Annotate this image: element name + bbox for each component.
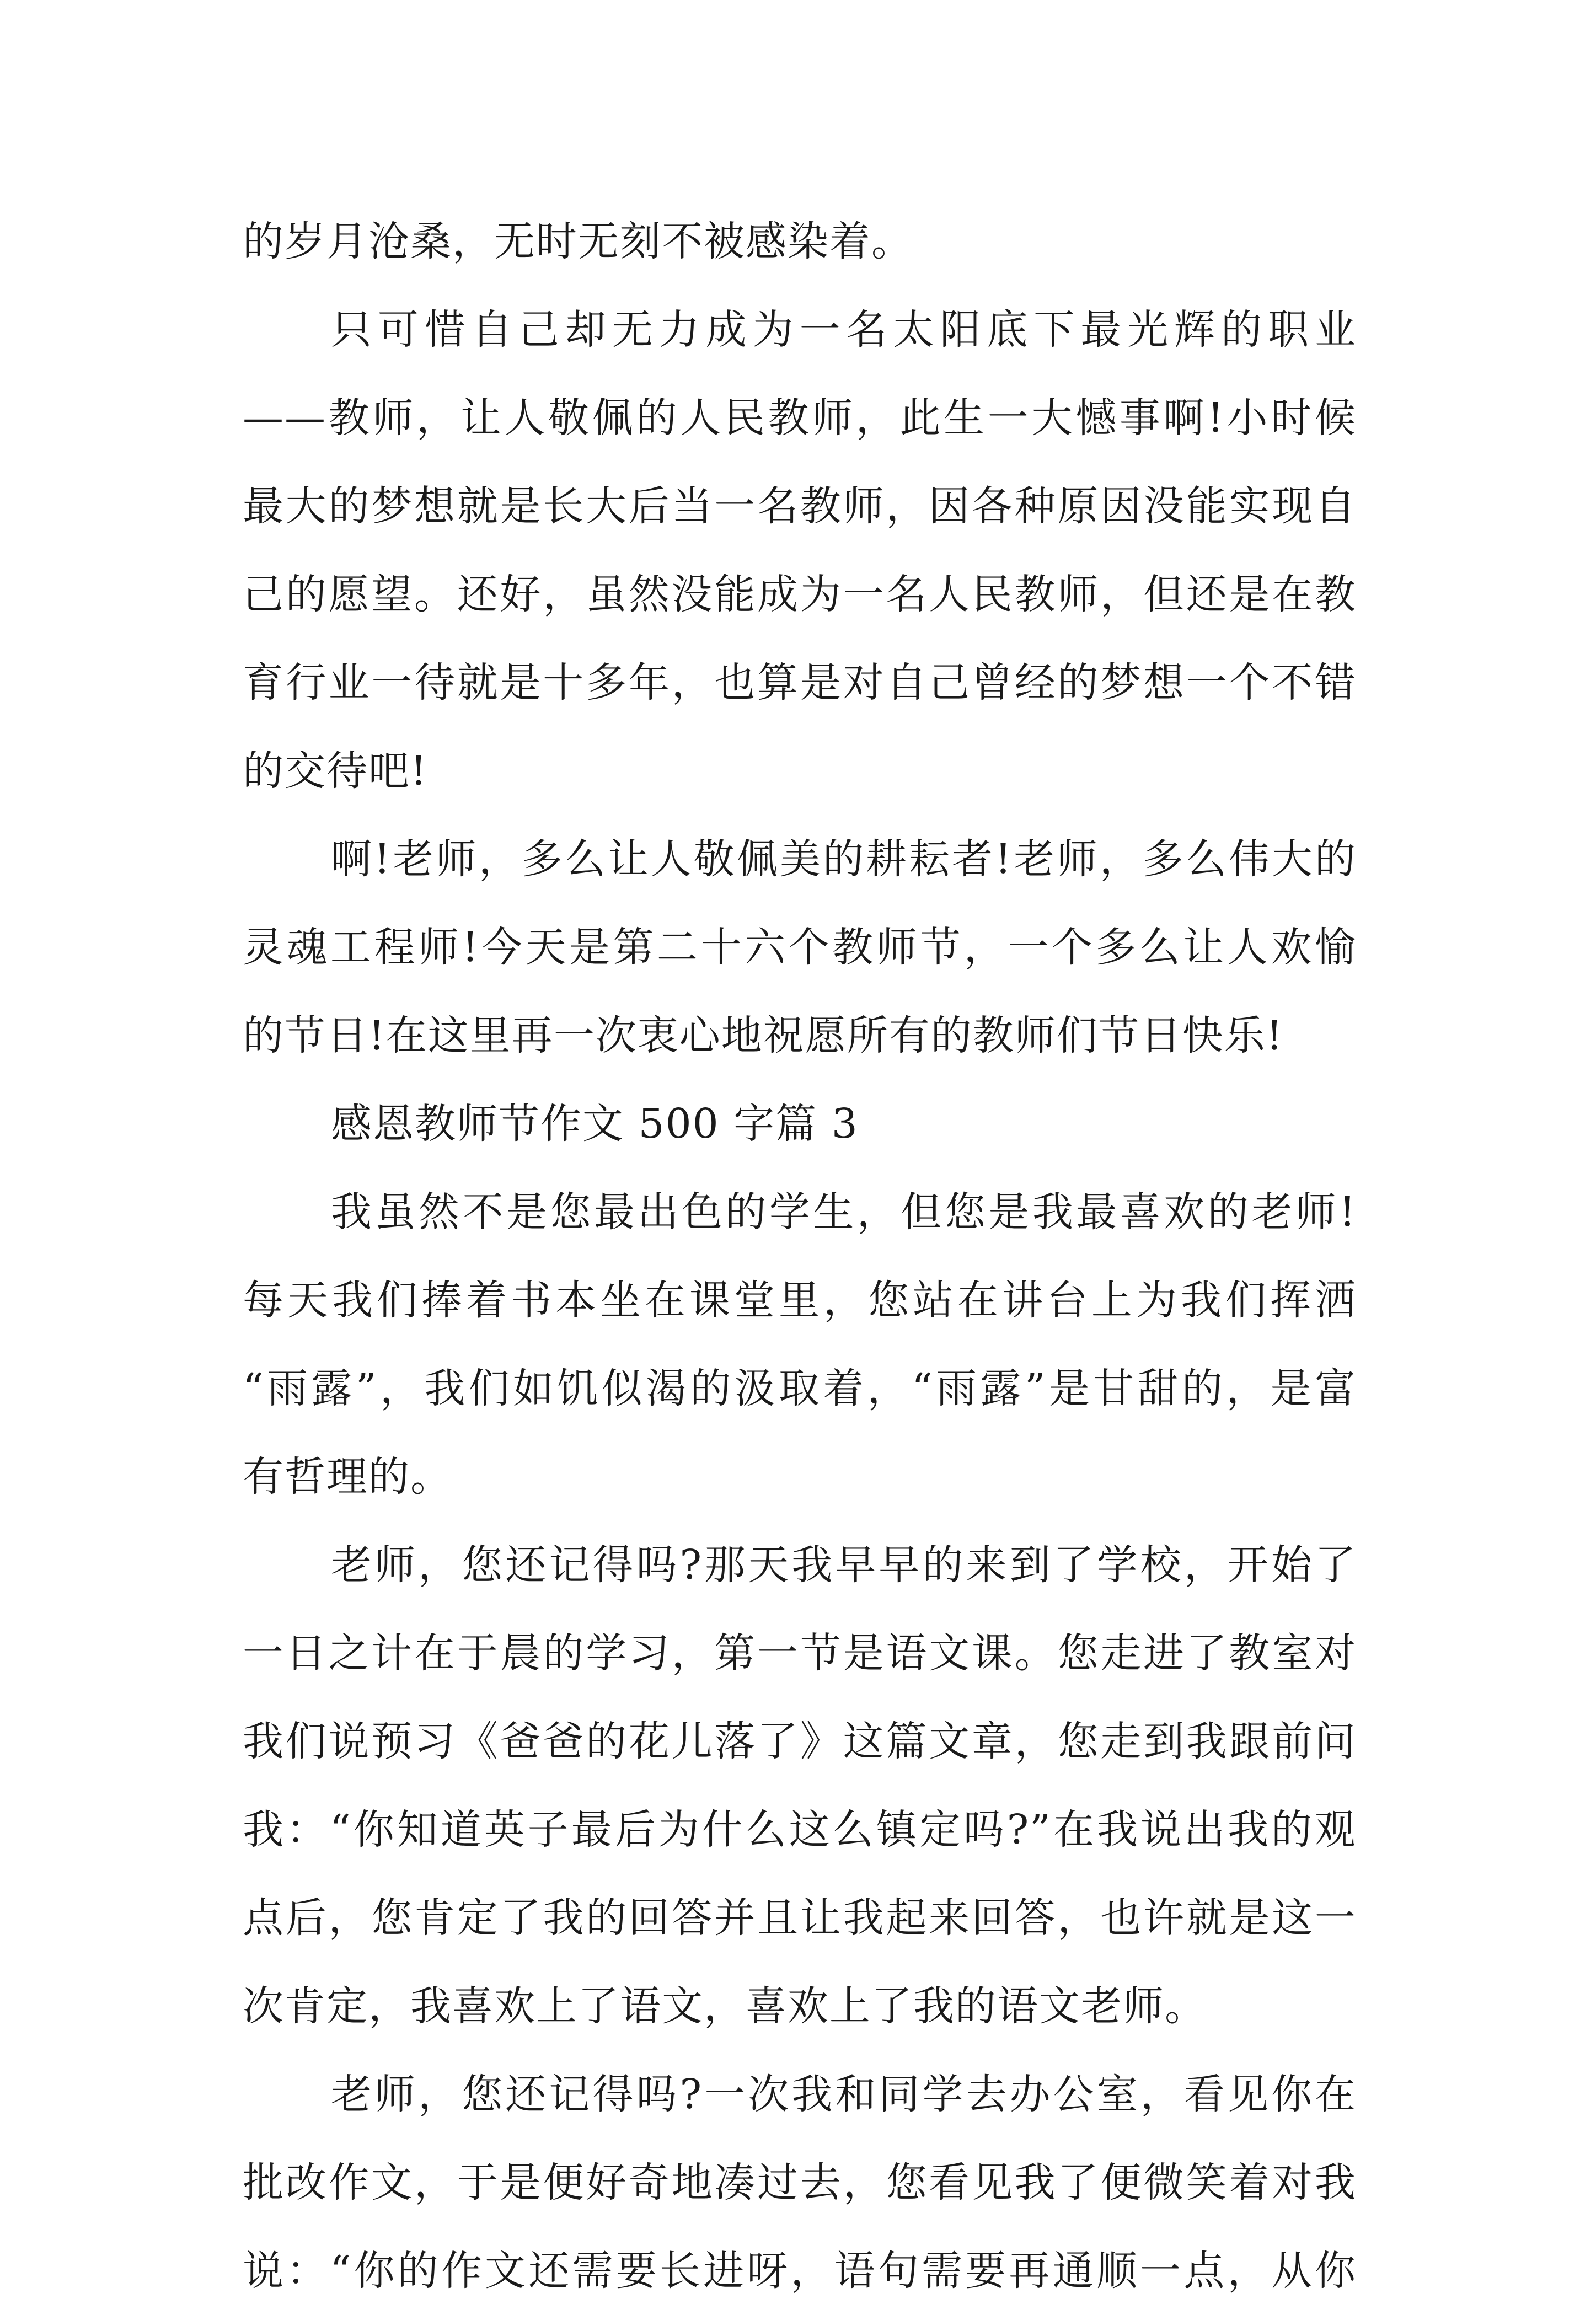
text-line: 的岁月沧桑，无时无刻不被感染着。 (243, 218, 913, 265)
text-line: 点后，您肯定了我的回答并且让我起来回答，也许就是这一 (243, 1894, 1357, 1942)
text-line: 次肯定，我喜欢上了语文，喜欢上了我的语文老师。 (243, 1982, 1207, 2030)
text-line: 说：“你的作文还需要长进呀，语句需要再通顺一点，从你 (243, 2247, 1357, 2295)
text-line: 我虽然不是您最出色的学生，但您是我最喜欢的老师! (331, 1188, 1357, 1236)
text-line: 老师，您还记得吗?一次我和同学去办公室，看见你在 (331, 2071, 1357, 2118)
text-line: 一日之计在于晨的学习，第一节是语文课。您走进了教室对 (243, 1630, 1357, 1677)
text-line: 每天我们捧着书本坐在课堂里，您站在讲台上为我们挥洒 (243, 1277, 1357, 1324)
text-line: 己的愿望。还好，虽然没能成为一名人民教师，但还是在教 (243, 571, 1357, 618)
text-line: 的节日!在这里再一次衷心地祝愿所有的教师们节日快乐! (243, 1012, 1284, 1059)
text-line: 老师，您还记得吗?那天我早早的来到了学校，开始了 (331, 1541, 1357, 1589)
text-line: ——教师，让人敬佩的人民教师，此生一大憾事啊!小时候 (243, 394, 1357, 442)
text-line: 只可惜自己却无力成为一名太阳底下最光辉的职业 (331, 306, 1357, 353)
text-line: 有哲理的。 (243, 1453, 452, 1501)
text-line: 最大的梦想就是长大后当一名教师，因各种原因没能实现自 (243, 483, 1357, 530)
text-line: 灵魂工程师!今天是第二十六个教师节，一个多么让人欢愉 (243, 924, 1357, 971)
text-line: 感恩教师节作文 500 字篇 3 (331, 1100, 859, 1148)
text-line: “雨露”，我们如饥似渴的汲取着，“雨露”是甘甜的，是富 (243, 1365, 1357, 1412)
document-body (243, 197, 1357, 2315)
text-line: 批改作文，于是便好奇地凑过去，您看见我了便微笑着对我 (243, 2159, 1357, 2206)
text-line: 育行业一待就是十多年，也算是对自己曾经的梦想一个不错 (243, 659, 1357, 706)
text-line: 我：“你知道英子最后为什么这么镇定吗?”在我说出我的观 (243, 1806, 1357, 1853)
text-line: 我们说预习《爸爸的花儿落了》这篇文章，您走到我跟前问 (243, 1718, 1357, 1765)
text-line: 的交待吧! (243, 747, 428, 795)
text-line: 啊!老师，多么让人敬佩美的耕耘者!老师，多么伟大的 (331, 835, 1357, 883)
